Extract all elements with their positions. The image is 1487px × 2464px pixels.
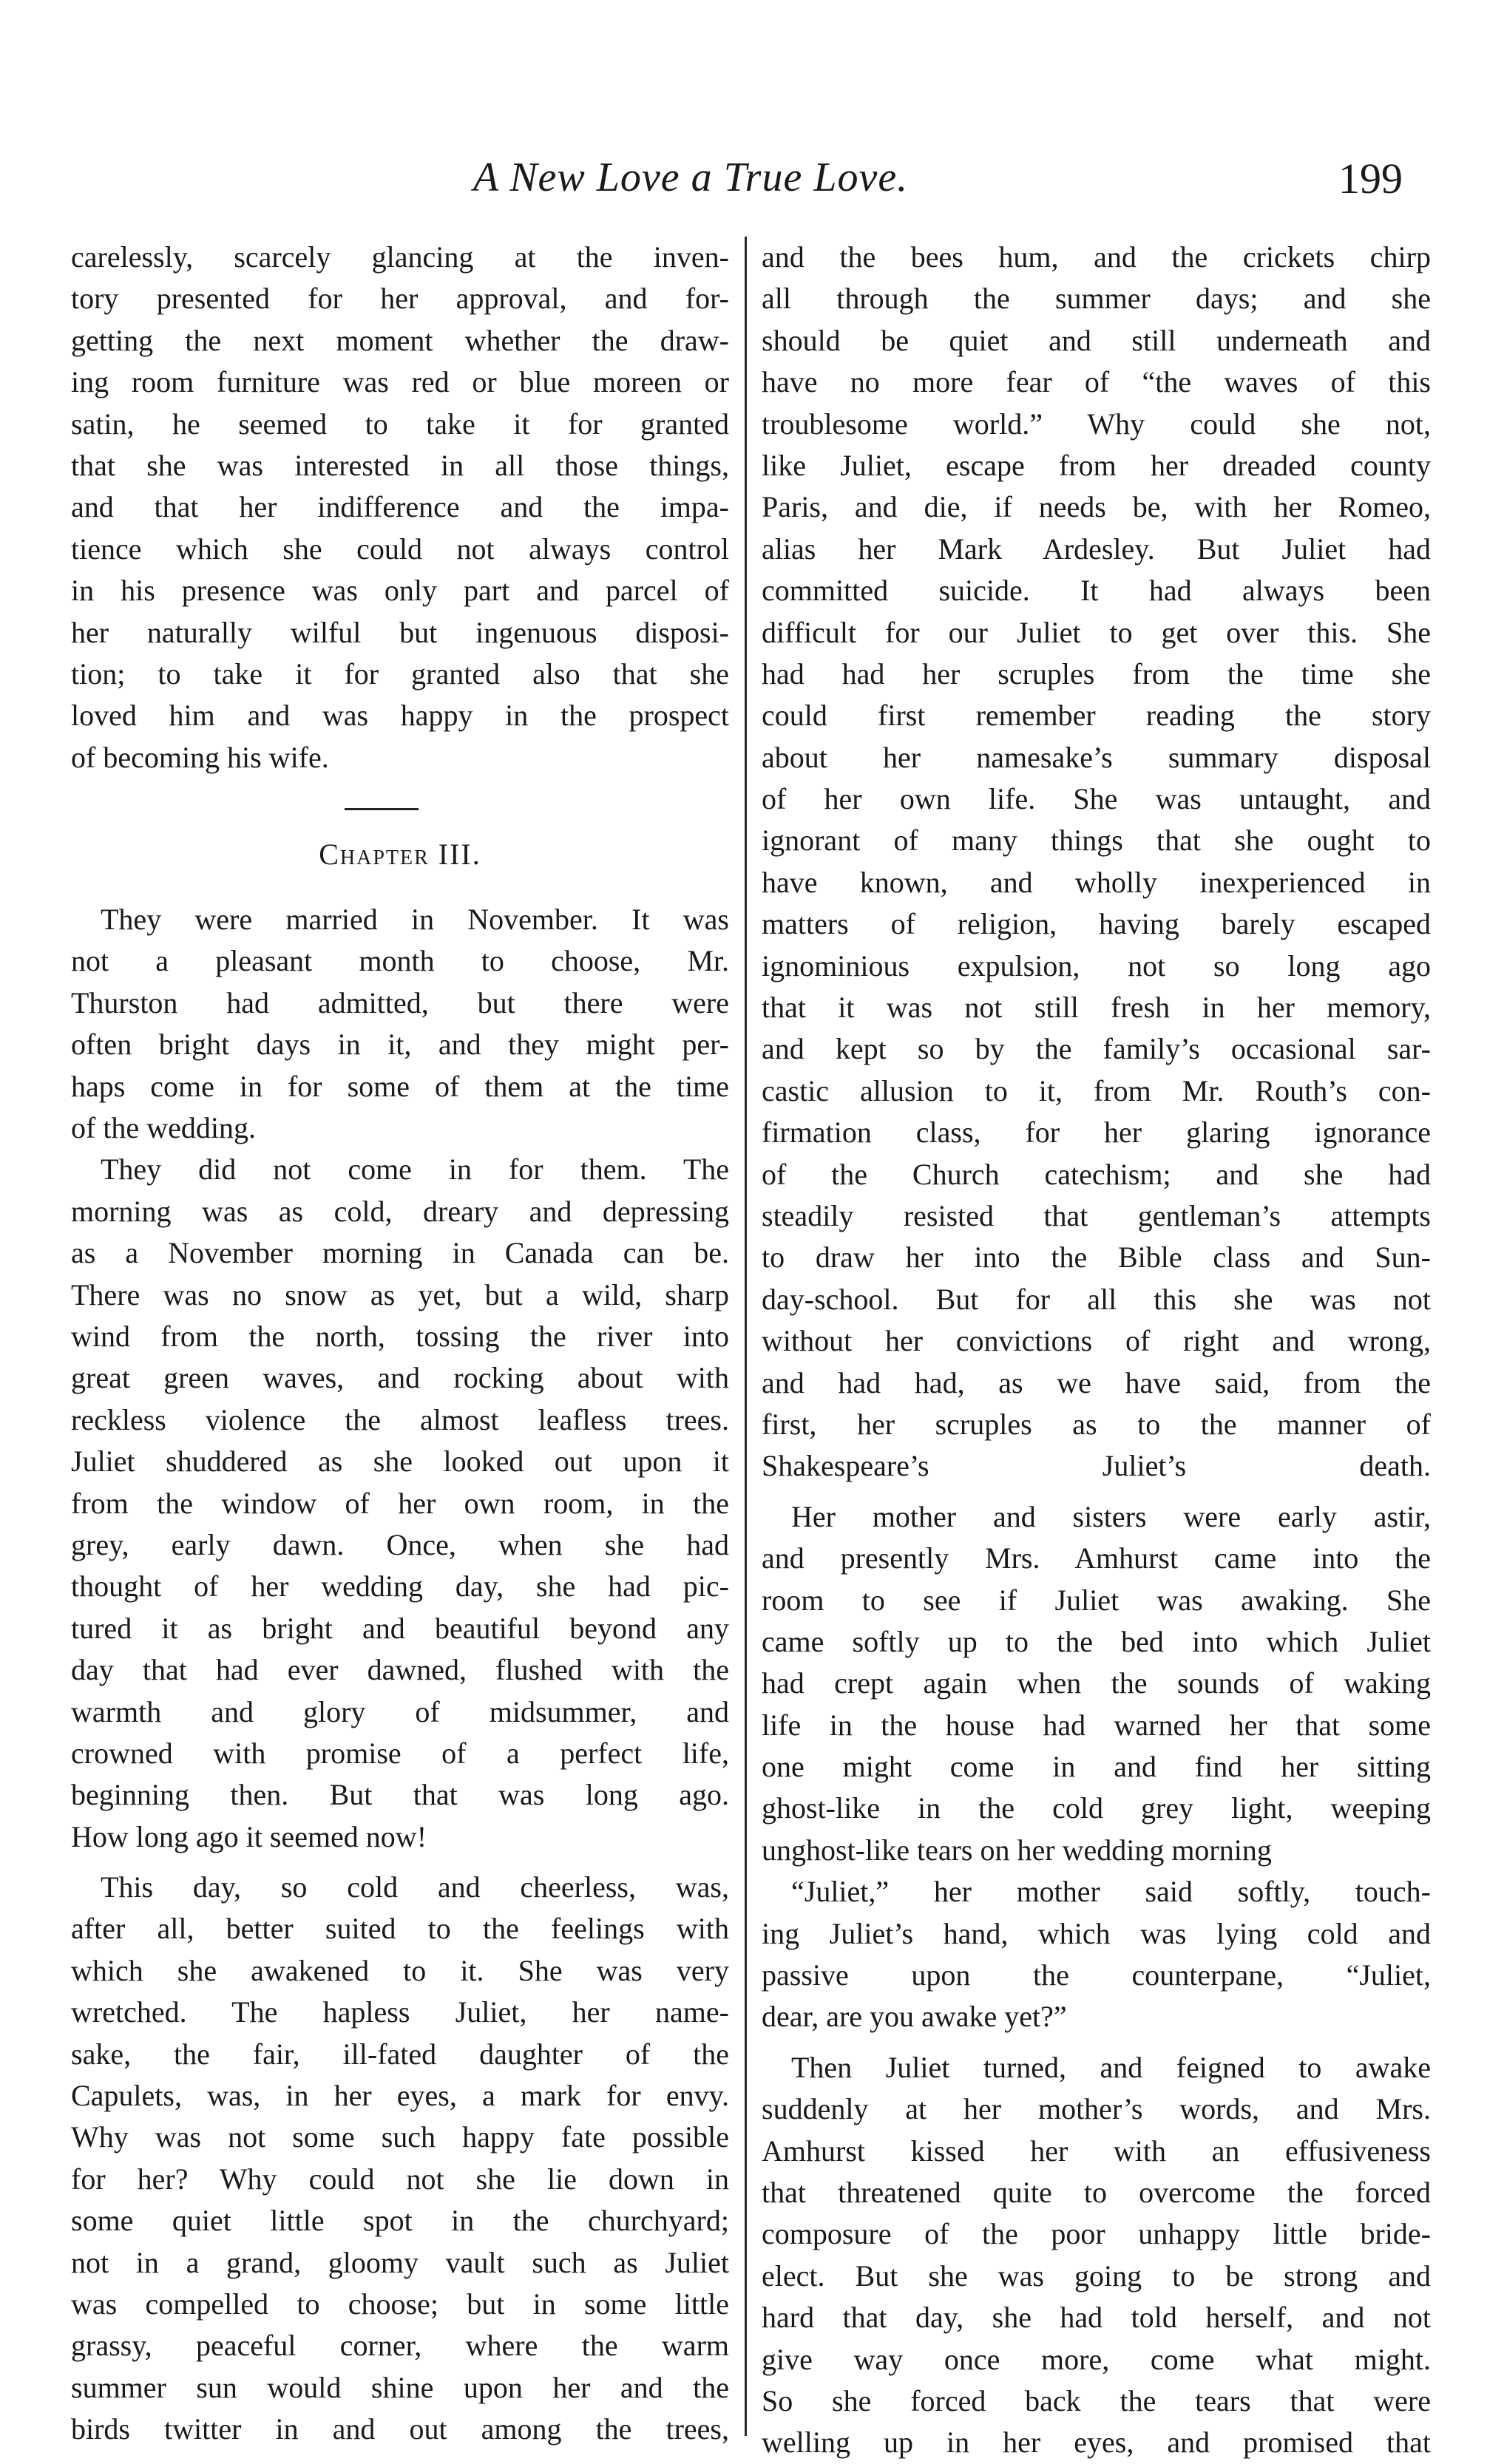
text-line: to draw her into the Bible class and Sun-	[762, 1241, 1431, 1275]
text-line: that it was not still fresh in her memory,	[762, 991, 1431, 1025]
text-line: Capulets, was, in her eyes, a mark for envy.	[71, 2079, 729, 2113]
left-column	[71, 237, 729, 2451]
text-line: give way once more, come what might.	[762, 2342, 1431, 2376]
text-line: day that had ever dawned, flushed with the	[71, 1653, 729, 1687]
text-line: ignominious expulsion, not so long ago	[762, 948, 1431, 982]
text-line: that she was interested in all those things,	[71, 448, 729, 482]
text-line: often bright days in it, and they might per-	[71, 1028, 729, 1062]
text-line: tience which she could not always control	[71, 532, 729, 566]
text-line: after all, better suited to the feelings with	[71, 1912, 729, 1946]
text-line: Why was not some such happy fate possible	[71, 2120, 729, 2154]
text-line: So she forced back the tears that were	[762, 2383, 1431, 2417]
text-line: had had her scruples from the time she	[762, 656, 1431, 690]
text-line: and that her indifference and the impa-	[71, 490, 729, 524]
text-line: alias her Mark Ardesley. But Juliet had	[762, 532, 1431, 566]
text-line: getting the next moment whether the draw-	[71, 323, 729, 357]
text-line: matters of religion, having barely escaped	[762, 907, 1431, 941]
paragraph	[762, 2047, 1431, 2464]
text-line: was compelled to choose; but in some little	[71, 2287, 729, 2321]
text-line: They did not come in for them. The	[101, 1153, 729, 1187]
text-line: thought of her wedding day, she had pic-	[71, 1569, 729, 1603]
text-line: birds twitter in and out among the trees,	[71, 2412, 729, 2446]
text-line: about her namesake’s summary disposal	[762, 740, 1431, 774]
text-line: satin, he seemed to take it for granted	[71, 407, 729, 441]
paragraph	[71, 1149, 729, 1858]
text-line: There was no snow as yet, but a wild, sharp	[71, 1277, 729, 1311]
text-line: hard that day, she had told herself, and not	[762, 2301, 1431, 2335]
text-line: “Juliet,” her mother said softly, touch-	[791, 1875, 1431, 1909]
paragraph	[762, 1496, 1431, 1872]
text-line: dear, are you awake yet?”	[762, 2000, 1067, 2034]
text-line: Thurston had admitted, but there were	[71, 985, 729, 1019]
text-line: summer sun would shine upon her and the	[71, 2370, 729, 2404]
text-line: wretched. The hapless Juliet, her name-	[71, 1995, 729, 2029]
text-line: have known, and wholly inexperienced in	[762, 865, 1431, 899]
text-line: castic allusion to it, from Mr. Routh’s con-	[762, 1073, 1431, 1107]
text-line: not in a grand, gloomy vault such as Juliet	[71, 2245, 729, 2279]
chapter-heading-text: Chapter III.	[319, 838, 481, 872]
text-line: as a November morning in Canada can be.	[71, 1236, 729, 1270]
text-line: and kept so by the family’s occasional sar-	[762, 1032, 1431, 1066]
text-line: have no more fear of “the waves of this	[762, 365, 1431, 399]
text-line: composure of the poor unhappy little bride-	[762, 2217, 1431, 2251]
text-line: ing Juliet’s hand, which was lying cold and	[762, 1916, 1431, 1950]
text-line: difficult for our Juliet to get over this. She	[762, 615, 1431, 649]
text-line: Amhurst kissed her with an effusiveness	[762, 2134, 1431, 2168]
text-line: grassy, peaceful corner, where the warm	[71, 2329, 729, 2363]
text-line: Shakespeare’s Juliet’s death.	[762, 1449, 1431, 1483]
text-line: one might come in and find her sitting	[762, 1750, 1431, 1784]
text-line: grey, early dawn. Once, when she had	[71, 1527, 729, 1561]
text-line: steadily resisted that gentleman’s attempts	[762, 1198, 1431, 1232]
text-line: beginning then. But that was long ago.	[71, 1778, 729, 1812]
text-line: tured it as bright and beautiful beyond any	[71, 1611, 729, 1645]
text-line: wind from the north, tossing the river into	[71, 1319, 729, 1353]
text-line: of the wedding.	[71, 1111, 256, 1145]
text-line: like Juliet, escape from her dreaded county	[762, 448, 1431, 482]
column-divider	[745, 237, 747, 2436]
text-line: for her? Why could not she lie down in	[71, 2162, 729, 2196]
text-line: reckless violence the almost leafless trees.	[71, 1402, 729, 1436]
text-line: warmth and glory of midsummer, and	[71, 1694, 729, 1728]
text-line: ghost-like in the cold grey light, weeping	[762, 1791, 1431, 1825]
text-line: suddenly at her mother’s words, and Mrs.	[762, 2092, 1431, 2126]
text-line: of the Church catechism; and she had	[762, 1157, 1431, 1191]
text-line: passive upon the counterpane, “Juliet,	[762, 1958, 1431, 1992]
section-rule	[345, 808, 419, 810]
page-number: 199	[1338, 155, 1403, 203]
text-line: first, her scruples as to the manner of	[762, 1407, 1431, 1441]
text-line: carelessly, scarcely glancing at the inven-	[71, 240, 729, 274]
text-line: This day, so cold and cheerless, was,	[101, 1870, 729, 1904]
text-line: Her mother and sisters were early astir,	[791, 1499, 1431, 1533]
text-line: came softly up to the bed into which Juliet	[762, 1624, 1431, 1658]
text-line: from the window of her own room, in the	[71, 1486, 729, 1520]
text-line: committed suicide. It had always been	[762, 574, 1431, 608]
text-line: sake, the fair, ill-fated daughter of the	[71, 2037, 729, 2071]
text-line: of becoming his wife.	[71, 740, 329, 774]
text-line: They were married in November. It was	[101, 903, 729, 937]
text-line: Paris, and die, if needs be, with her Romeo,	[762, 490, 1431, 524]
paragraph	[71, 899, 729, 1149]
text-line: which she awakened to it. She was very	[71, 1953, 729, 1987]
text-line: crowned with promise of a perfect life,	[71, 1736, 729, 1770]
text-line: in his presence was only part and parcel of	[71, 574, 729, 608]
paragraph	[71, 1867, 729, 2450]
paragraph	[762, 1871, 1431, 2038]
text-line: morning was as cold, dreary and depressing	[71, 1194, 729, 1228]
text-line: life in the house had warned her that some	[762, 1708, 1431, 1742]
text-line: tory presented for her approval, and for-	[71, 282, 729, 316]
text-line: had crept again when the sounds of waking	[762, 1666, 1431, 1700]
text-line: How long ago it seemed now!	[71, 1819, 427, 1853]
text-line: room to see if Juliet was awaking. She	[762, 1583, 1431, 1617]
text-line: Then Juliet turned, and feigned to awake	[791, 2050, 1431, 2084]
text-line: firmation class, for her glaring ignorance	[762, 1116, 1431, 1150]
text-line: and had had, as we have said, from the	[762, 1365, 1431, 1399]
text-line: unghost-like tears on her wedding morning	[762, 1833, 1272, 1867]
chapter-heading	[71, 832, 729, 877]
text-line: could first remember reading the story	[762, 699, 1431, 733]
right-column	[762, 237, 1431, 2464]
text-line: haps come in for some of them at the time	[71, 1069, 729, 1103]
text-line: great green waves, and rocking about with	[71, 1361, 729, 1395]
text-line: welling up in her eyes, and promised that	[762, 2426, 1431, 2460]
text-line: ignorant of many things that she ought to	[762, 824, 1431, 858]
text-line: that threatened quite to overcome the forced	[762, 2175, 1431, 2209]
text-line: should be quiet and still underneath and	[762, 323, 1431, 357]
text-line: troublesome world.” Why could she not,	[762, 407, 1431, 441]
text-line: of her own life. She was untaught, and	[762, 782, 1431, 816]
text-line: tion; to take it for granted also that she	[71, 656, 729, 690]
text-line: and the bees hum, and the crickets chirp	[762, 240, 1431, 274]
text-line: ing room furniture was red or blue moreen or	[71, 365, 729, 399]
paragraph	[71, 237, 729, 778]
text-line: all through the summer days; and she	[762, 282, 1431, 316]
paragraph	[762, 237, 1431, 1487]
text-line: not a pleasant month to choose, Mr.	[71, 944, 729, 978]
text-line: some quiet little spot in the churchyard;	[71, 2204, 729, 2238]
text-line: loved him and was happy in the prospect	[71, 699, 729, 733]
text-line: her naturally wilful but ingenuous disposi-	[71, 615, 729, 649]
text-line: without her convictions of right and wrong,	[762, 1324, 1431, 1358]
text-line: elect. But she was going to be strong and	[762, 2258, 1431, 2292]
text-line: and presently Mrs. Amhurst came into the	[762, 1541, 1431, 1575]
text-line: Juliet shuddered as she looked out upon it	[71, 1445, 729, 1479]
running-title: A New Love a True Love.	[473, 155, 909, 200]
text-line: day-school. But for all this she was not	[762, 1282, 1431, 1316]
